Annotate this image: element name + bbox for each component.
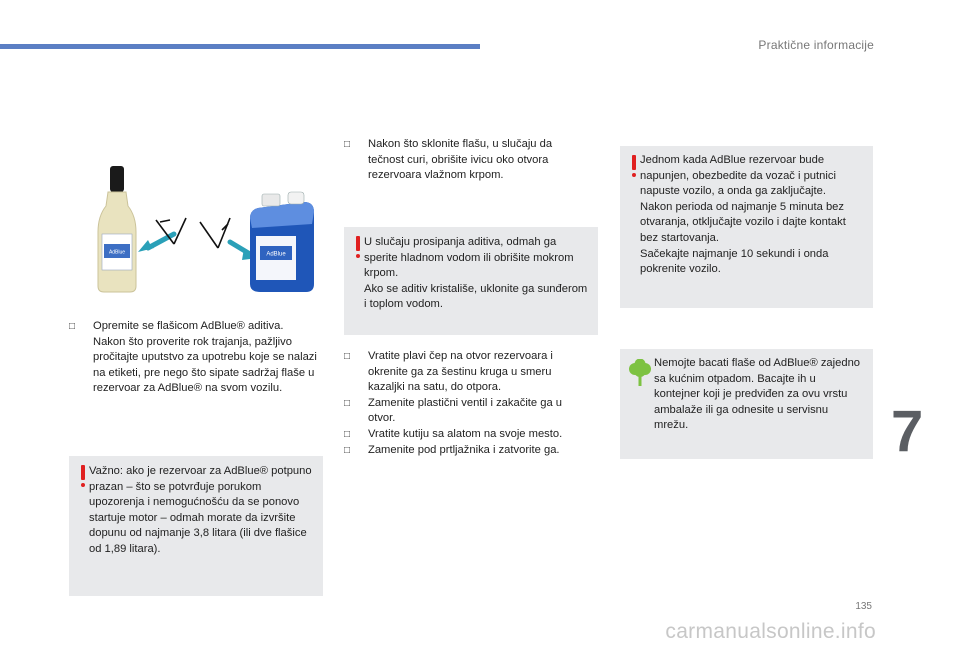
square-bullet-icon: □ <box>344 444 351 456</box>
eco-box-right <box>620 349 873 459</box>
list-item: □ Vratite plavi čep na otvor rezervoara i okrenite ga za šestinu kruga u smeru kazaljki na satu, do otpora. <box>344 350 553 394</box>
list-item: □ Vratite kutiju sa alatom na svoje mesto. <box>344 427 584 443</box>
warning-box-left <box>69 456 323 596</box>
bottle-label: AdBlue <box>108 249 126 256</box>
square-bullet-icon: □ <box>344 351 351 362</box>
jerrycan-label: AdBlue <box>266 251 286 258</box>
list-item: □ Opremite se flašicom AdBlue® aditiva. <box>69 319 319 335</box>
list-item: □ Zamenite plastični ventil i zakačite ga u otvor. <box>344 396 563 425</box>
mark-right-icon <box>200 218 230 248</box>
warning-box-middle <box>344 227 598 335</box>
square-bullet-icon: □ <box>69 321 76 332</box>
header-accent-bar <box>0 44 480 49</box>
eco-text: Nemojte bacati flaše od AdBlue® zajedno sa kućnim otpadom. Bacajte ih u kontejner koji je predviđen za ovu vrstu ambalaže ili ga odnesite u servisnu mrežu. <box>654 357 861 432</box>
section-title: Praktične informacije <box>758 38 874 52</box>
square-bullet-icon: □ <box>344 397 351 409</box>
list-item: □ Nakon što sklonite flašu, u slučaju da tečnost curi, obrišite ivicu oko otvora rezervoara vlažnom krpom. <box>344 138 553 182</box>
chapter-number: 7 <box>891 399 924 464</box>
square-bullet-icon: □ <box>344 139 351 150</box>
left-instructions <box>69 319 319 397</box>
page-number: 135 <box>855 601 872 612</box>
left-paragraph: Nakon što proverite rok trajanja, pažljivo pročitajte uputstvo za upotrebu koje se nalazi na etiketi, pre nego što sipate sadržaj flaše u rezervoar za AdBlue® na svom vozilu. <box>93 335 317 395</box>
adblue-jerrycan <box>250 192 314 292</box>
middle-instructions-top <box>344 137 584 184</box>
adblue-bottle <box>98 166 136 292</box>
adblue-refill-illustration <box>82 162 322 297</box>
warning-text: Jednom kada AdBlue rezervoar bude napunjen, obezbedite da vozač i putnici napuste vozilo, a onda ga zaključajte. Nakon perioda od najmanje 5 minuta bez otvaranja, otključajte vozilo i dajte kontakt bez startovanja. Sačekajte najmanje 10 sekundi i onda pokrenite vozilo. <box>640 154 846 276</box>
middle-instructions-bottom <box>344 349 584 458</box>
warning-text: Važno: ako je rezervoar za AdBlue® potpuno prazan – što se potvrđuje porukom upozorenja i nemogućnošću da se ponovo startuje motor – odmah morate da izvršite dopunu od najmanje 3,8 litara (ili dve flašice od 1,89 litara). <box>89 465 312 555</box>
tree-icon <box>629 359 651 387</box>
watermark: carmanualsonline.info <box>665 620 876 643</box>
warning-text: U slučaju prosipanja aditiva, odmah ga sperite hladnom vodom ili obrišite mokrom krpom. Ako se aditiv kristališe, uklonite ga sunđerom i toplom vodom. <box>364 236 588 311</box>
list-item: □ Zamenite pod prtljažnika i zatvorite ga. <box>344 443 584 459</box>
warning-box-right <box>620 146 873 308</box>
square-bullet-icon: □ <box>344 428 351 440</box>
